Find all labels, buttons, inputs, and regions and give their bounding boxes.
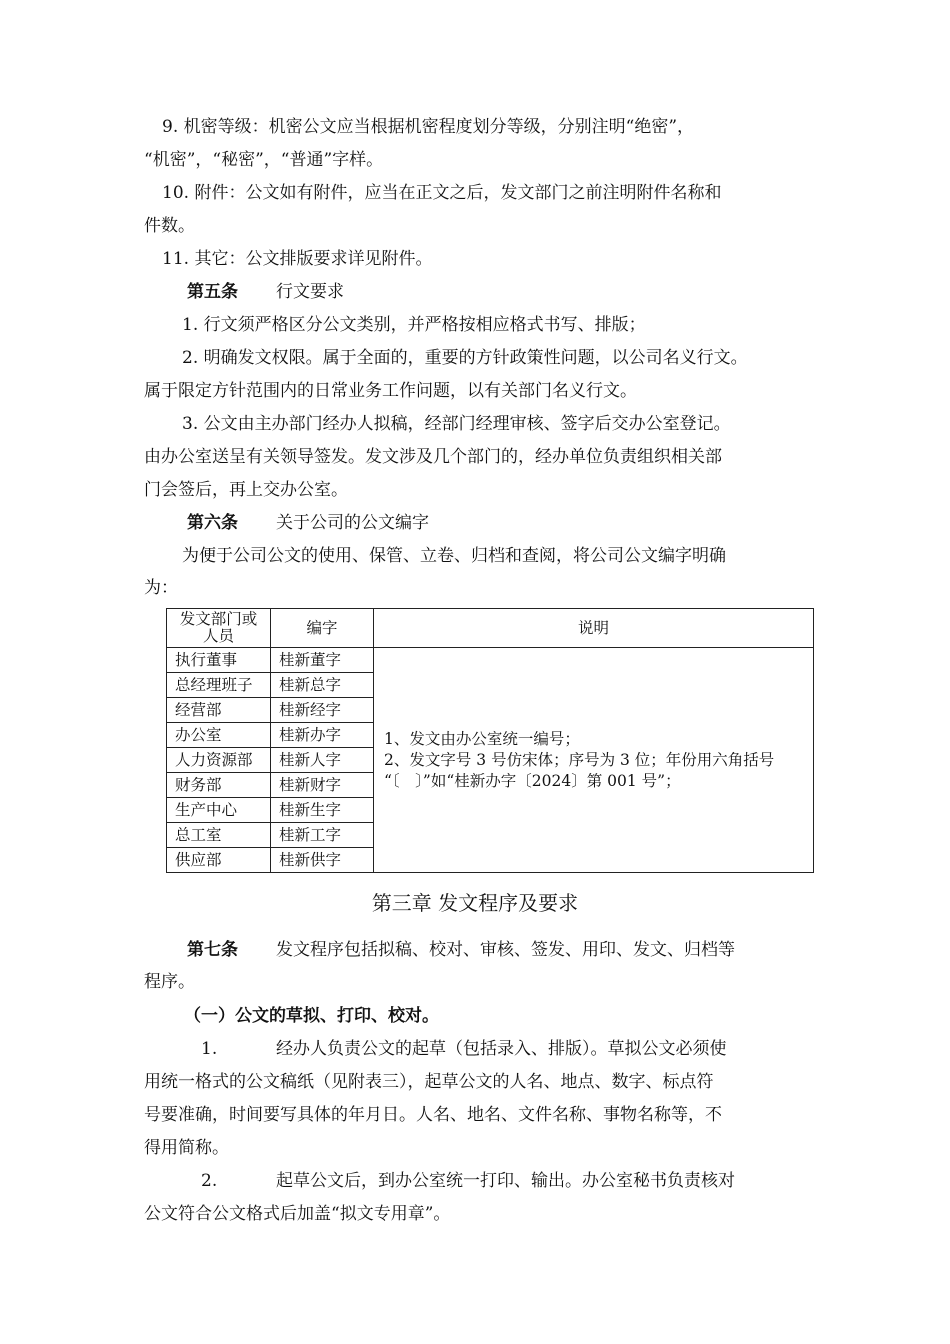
dept-cell: 供应部 — [167, 848, 271, 873]
article-7-line-1: 发文程序包括拟稿、校对、审核、签发、用印、发文、归档等 — [276, 940, 735, 960]
s1-line-1: 经办人负责公文的起草（包括录入、排版）。草拟公文必须使 — [276, 1039, 727, 1059]
article-6-intro-line-1: 为便于公司公文的使用、保管、立卷、归档和查阅，将公司公文编字明确 — [182, 546, 726, 566]
table-header-row — [167, 609, 814, 648]
article-5-p2-line-2: 属于限定方针范围内的日常业务工作问题，以有关部门名义行文。 — [144, 381, 637, 401]
header-dept: 发文部门或人员 — [167, 609, 271, 648]
s1-line-3: 号要准确，时间要写具体的年月日。人名、地名、文件名称、事物名称等，不 — [144, 1105, 722, 1125]
article-5-p3-line-2: 由办公室送呈有关领导签发。发文涉及几个部门的，经办单位负责组织相关部 — [144, 447, 722, 467]
note-line-2: 2、发文字号 3 号仿宋体；序号为 3 位；年份用六角括号 — [384, 750, 775, 769]
s2-line-1: 起草公文后，到办公室统一打印、输出。办公室秘书负责核对 — [276, 1171, 735, 1191]
s1-number: 1. — [201, 1039, 218, 1059]
code-cell: 桂新供字 — [271, 848, 374, 873]
item-9-line-1: 9. 机密等级：机密公文应当根据机密程度划分等级，分别注明“绝密”， — [162, 117, 695, 137]
article-7-title: 第七条 — [187, 940, 238, 960]
code-cell: 桂新人字 — [271, 748, 374, 773]
dept-cell: 执行董事 — [167, 648, 271, 673]
document-code-table — [166, 608, 814, 873]
code-cell: 桂新生字 — [271, 798, 374, 823]
dept-cell: 财务部 — [167, 773, 271, 798]
note-line-3: “〔 〕”如“桂新办字〔2024〕第 001 号”； — [384, 771, 681, 790]
item-10-line-1: 10. 附件：公文如有附件，应当在正文之后，发文部门之前注明附件名称和 — [162, 183, 722, 203]
article-5-subject: 行文要求 — [276, 282, 344, 302]
dept-cell: 经营部 — [167, 698, 271, 723]
article-6-intro-line-2: 为： — [144, 578, 178, 598]
item-10-line-2: 件数。 — [144, 216, 195, 236]
s2-line-2: 公文符合公文格式后加盖“拟文专用章”。 — [144, 1204, 451, 1224]
code-cell: 桂新办字 — [271, 723, 374, 748]
article-5-p2-line-1: 2. 明确发文权限。属于全面的，重要的方针政策性问题，以公司名义行文。 — [182, 348, 748, 368]
table-row — [167, 648, 814, 673]
code-cell: 桂新工字 — [271, 823, 374, 848]
note-cell — [374, 648, 814, 873]
s1-line-4: 得用简称。 — [144, 1138, 229, 1158]
dept-cell: 人力资源部 — [167, 748, 271, 773]
dept-cell: 生产中心 — [167, 798, 271, 823]
code-cell: 桂新董字 — [271, 648, 374, 673]
dept-cell: 办公室 — [167, 723, 271, 748]
article-5-p3-line-3: 门会签后，再上交办公室。 — [144, 480, 348, 500]
item-9-line-2: “机密”，“秘密”，“普通”字样。 — [144, 150, 384, 170]
article-5-title: 第五条 — [187, 282, 238, 302]
item-11: 11. 其它：公文排版要求详见附件。 — [162, 249, 433, 269]
dept-cell: 总经理班子 — [167, 673, 271, 698]
note-line-1: 1、发文由办公室统一编号； — [384, 729, 580, 748]
header-note: 说明 — [374, 609, 814, 648]
header-code: 编字 — [271, 609, 374, 648]
article-5-p3-line-1: 3. 公文由主办部门经办人拟稿，经部门经理审核、签字后交办公室登记。 — [182, 414, 731, 434]
article-7-line-2: 程序。 — [144, 972, 195, 992]
article-6-title: 第六条 — [187, 513, 238, 533]
article-6-subject: 关于公司的公文编字 — [276, 513, 429, 533]
dept-cell: 总工室 — [167, 823, 271, 848]
s1-line-2: 用统一格式的公文稿纸（见附表三），起草公文的人名、地点、数字、标点符 — [144, 1072, 714, 1092]
section-1-title: （一）公文的草拟、打印、校对。 — [184, 1006, 439, 1026]
s2-number: 2. — [201, 1171, 218, 1191]
article-5-p1: 1. 行文须严格区分公文类别，并严格按相应格式书写、排版； — [182, 315, 646, 335]
chapter-3-heading: 第三章 发文程序及要求 — [371, 891, 579, 915]
code-cell: 桂新财字 — [271, 773, 374, 798]
code-cell: 桂新经字 — [271, 698, 374, 723]
code-cell: 桂新总字 — [271, 673, 374, 698]
